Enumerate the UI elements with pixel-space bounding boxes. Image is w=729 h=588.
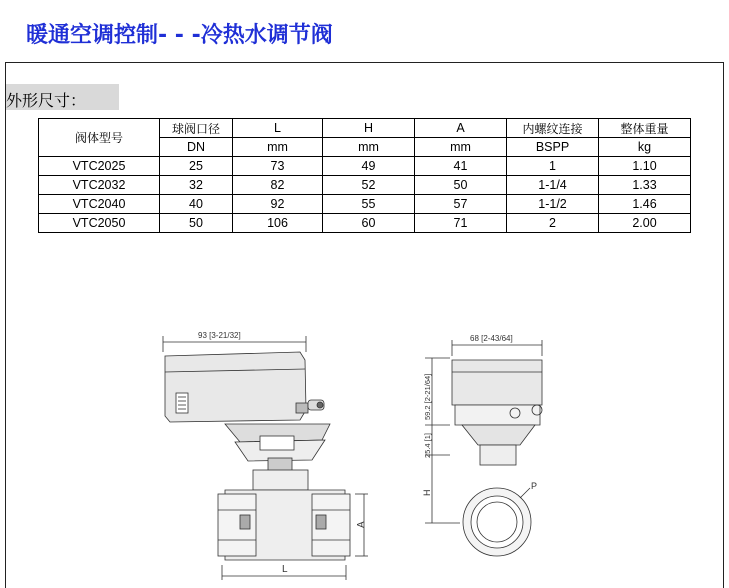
- header-model: 阀体型号: [39, 119, 160, 157]
- front-width-label: 93 [3-21/32]: [198, 331, 241, 340]
- table-cell: 2: [507, 214, 599, 233]
- table-cell: 1: [507, 157, 599, 176]
- table-cell: VTC2032: [39, 176, 160, 195]
- p-label: P: [531, 481, 538, 491]
- header-bore: 球阀口径: [160, 119, 233, 138]
- table-cell: 82: [233, 176, 323, 195]
- table-cell: 71: [415, 214, 507, 233]
- side-actuator-body: [452, 360, 542, 405]
- table-cell: 1.46: [599, 195, 691, 214]
- right-port-marker: [316, 515, 326, 529]
- table-cell: 73: [233, 157, 323, 176]
- side-view: [422, 334, 542, 556]
- side-height-label: 59.2 [2-21/64]: [423, 373, 432, 420]
- front-view: [163, 331, 368, 580]
- table-cell: VTC2040: [39, 195, 160, 214]
- table-cell: 1.10: [599, 157, 691, 176]
- cable-gland: [296, 403, 308, 413]
- table-cell: 41: [415, 157, 507, 176]
- unit-cell: kg: [599, 138, 691, 157]
- unit-cell: DN: [160, 138, 233, 157]
- side-actuator-base: [455, 405, 540, 425]
- header-weight: 整体重量: [599, 119, 691, 138]
- unit-cell: BSPP: [507, 138, 599, 157]
- table-cell: 1.33: [599, 176, 691, 195]
- table-cell: VTC2050: [39, 214, 160, 233]
- unit-cell: mm: [323, 138, 415, 157]
- table-cell: 57: [415, 195, 507, 214]
- side-bracket: [462, 425, 535, 445]
- table-cell: 60: [323, 214, 415, 233]
- bracket-window: [260, 436, 294, 450]
- table-cell: 52: [323, 176, 415, 195]
- table-cell: 50: [415, 176, 507, 195]
- pipe-end-inner: [471, 496, 523, 548]
- table-cell: 106: [233, 214, 323, 233]
- table-cell: 55: [323, 195, 415, 214]
- unit-cell: mm: [233, 138, 323, 157]
- header-a: A: [415, 119, 507, 138]
- vent-grille-icon: [176, 393, 188, 413]
- table-cell: 2.00: [599, 214, 691, 233]
- p-leader-line: [520, 488, 530, 498]
- valve-neck: [253, 470, 308, 490]
- a-label: A: [356, 521, 367, 528]
- l-label: L: [282, 564, 288, 575]
- page-title: 暖通空调控制- - -冷热水调节阀: [26, 23, 333, 48]
- header-thread: 内螺纹连接: [507, 119, 599, 138]
- table-cell: 49: [323, 157, 415, 176]
- table-cell: 50: [160, 214, 233, 233]
- side-stem: [480, 445, 516, 465]
- h-label: H: [422, 489, 432, 496]
- header-l: L: [233, 119, 323, 138]
- table-cell: 40: [160, 195, 233, 214]
- table-cell: 32: [160, 176, 233, 195]
- plug-screw-icon: [317, 402, 323, 408]
- table-cell: VTC2025: [39, 157, 160, 176]
- neck-label: 25.4 [1]: [423, 432, 432, 458]
- side-width-label: 68 [2-43/64]: [470, 334, 513, 343]
- table-cell: 92: [233, 195, 323, 214]
- left-port-marker: [240, 515, 250, 529]
- section-label: 外形尺寸：: [6, 91, 87, 110]
- header-h: H: [323, 119, 415, 138]
- table-cell: 1-1/4: [507, 176, 599, 195]
- table-cell: 25: [160, 157, 233, 176]
- unit-cell: mm: [415, 138, 507, 157]
- table-cell: 1-1/2: [507, 195, 599, 214]
